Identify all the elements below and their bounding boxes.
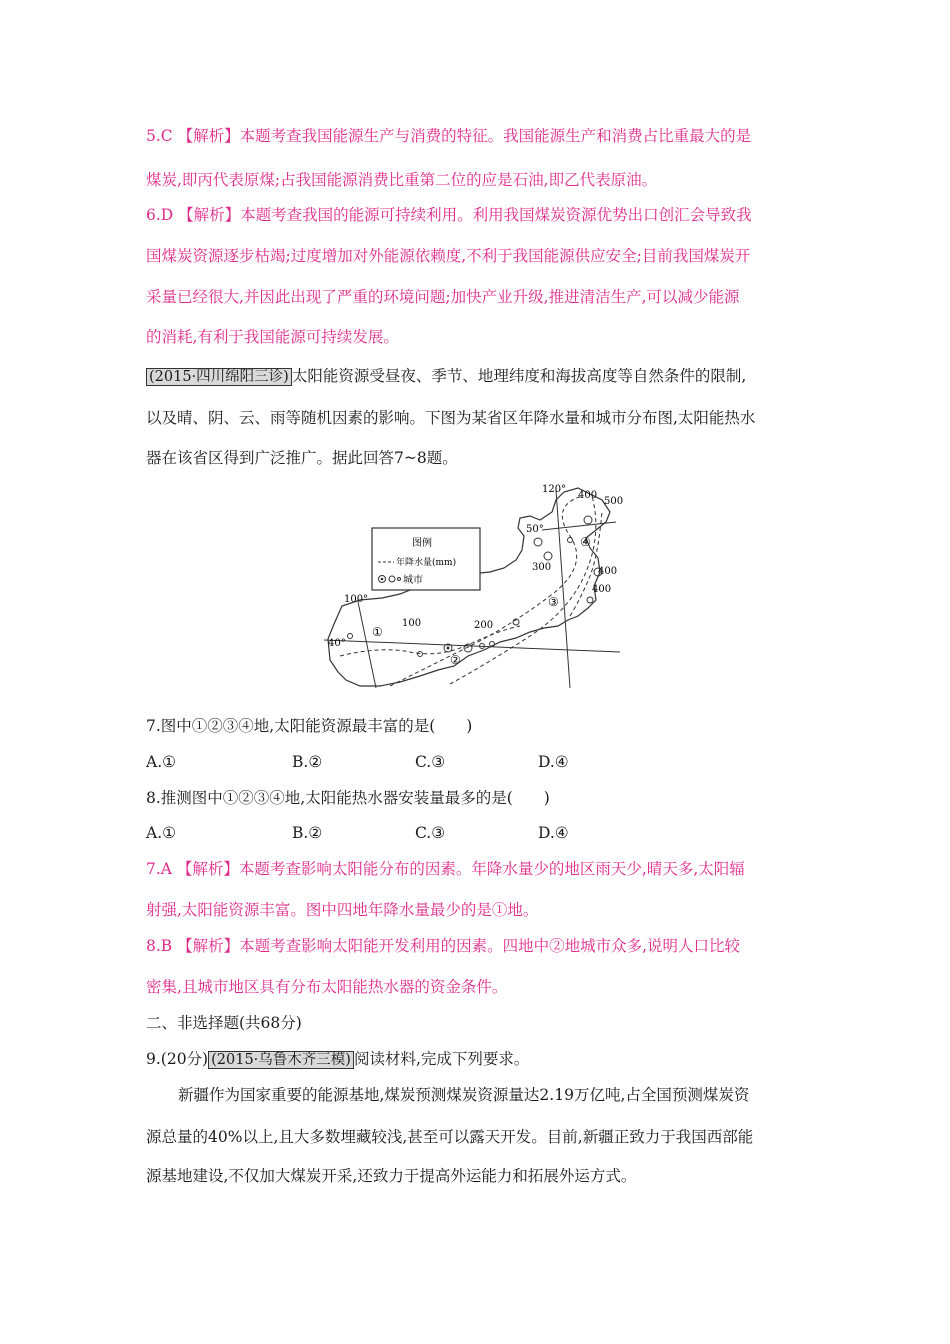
city-marker [584, 516, 592, 524]
isohyet-200-300 [390, 496, 582, 686]
answer-5-line-1: 5.C 【解析】本题考查我国能源生产与消费的特征。我国能源生产和消费占比重最大的是 [146, 127, 752, 145]
legend-title: 图例 [412, 538, 432, 549]
stem-line-3: 器在该省区得到广泛推广。据此回答7~8题。 [146, 449, 458, 467]
stem-line-1 [146, 366, 746, 387]
q8-option-a[interactable]: A.① [146, 824, 177, 842]
meridian-100 [358, 602, 376, 688]
city-marker [534, 538, 542, 546]
q7-option-c[interactable]: C.③ [415, 753, 446, 771]
q8-option-c[interactable]: C.③ [415, 824, 446, 842]
source-tag: (2015·四川绵阳三诊) [146, 368, 292, 386]
iso-label: 400 [592, 584, 612, 595]
region-label: ④ [580, 535, 591, 549]
q7-option-d[interactable]: D.④ [538, 753, 569, 771]
iso-label: 500 [604, 496, 624, 507]
city-marker [587, 597, 593, 603]
rainfall-city-map [320, 476, 630, 688]
q9-text: 阅读材料,完成下列要求。 [353, 1050, 530, 1068]
region-label: ③ [548, 595, 559, 609]
material-line-1: 新疆作为国家重要的能源基地,煤炭预测煤炭资源量达2.19万亿吨,占全国预测煤炭资 [178, 1086, 750, 1104]
answer-5-line-2: 煤炭,即丙代表原煤;占我国能源消费比重第二位的应是石油,即乙代表原油。 [146, 171, 658, 189]
region-label: ① [372, 625, 383, 639]
iso-label: 400 [598, 566, 618, 577]
label-50: 50° [526, 524, 544, 535]
section-heading: 二、非选择题(共68分) [146, 1014, 302, 1032]
material-line-2: 源总量的40%以上,且大多数埋藏较浅,甚至可以露天开发。目前,新疆正致力于我国西部能 [146, 1128, 754, 1146]
iso-label: 200 [474, 620, 494, 631]
stem-text-1: 太阳能资源受昼夜、季节、地理纬度和海拔高度等自然条件的限制, [291, 367, 747, 385]
answer-8-line-1: 8.B 【解析】本题考查影响太阳能开发利用的因素。四地中②地城市众多,说明人口比较 [146, 937, 741, 955]
q8-option-b[interactable]: B.② [292, 824, 323, 842]
iso-label: 400 [578, 490, 598, 501]
label-40: 40° [328, 638, 346, 649]
answer-7-line-1: 7.A 【解析】本题考查影响太阳能分布的因素。年降水量少的地区雨天少,晴天多,太阳辐 [146, 860, 745, 878]
city-marker [348, 634, 353, 639]
isohyet-500 [570, 512, 602, 616]
answer-6-line-4: 的消耗,有利于我国能源可持续发展。 [146, 328, 399, 346]
label-100: 100° [344, 594, 369, 605]
q7-option-b[interactable]: B.② [292, 753, 323, 771]
q8-question: 8.推测图中①②③④地,太阳能热水器安装量最多的是( ) [146, 789, 550, 807]
parallel-50 [542, 522, 616, 530]
q9-line [146, 1049, 529, 1070]
meridian-120 [556, 490, 570, 688]
answer-8-line-2: 密集,且城市地区具有分布太阳能热水器的资金条件。 [146, 978, 508, 996]
answer-6-line-1: 6.D 【解析】本题考查我国的能源可持续利用。利用我国煤炭资源优势出口创汇会导致我 [146, 206, 752, 224]
q7-question: 7.图中①②③④地,太阳能资源最丰富的是( ) [146, 717, 473, 735]
city-marker [568, 538, 573, 543]
material-line-3: 源基地建设,不仅加大煤炭开采,还致力于提高外运能力和拓展外运方式。 [146, 1167, 637, 1185]
q8-option-d[interactable]: D.④ [538, 824, 569, 842]
answer-7-line-2: 射强,太阳能资源丰富。图中四地年降水量最少的是①地。 [146, 901, 539, 919]
answer-6-line-3: 采量已经很大,并因此出现了严重的环境问题;加快产业升级,推进清洁生产,可以减少能源 [146, 288, 740, 306]
city-marker [544, 552, 552, 560]
iso-label: 300 [532, 562, 552, 573]
iso-label: 100 [402, 618, 422, 629]
legend-rain-label: 年降水量(mm) [396, 558, 457, 568]
city-marker [418, 652, 423, 657]
region-label: ② [450, 653, 461, 667]
answer-6-line-2: 国煤炭资源逐步枯竭;过度增加对外能源依赖度,不利于我国能源供应安全;目前我国煤炭开 [146, 247, 751, 265]
stem-line-2: 以及晴、阴、云、雨等随机因素的影响。下图为某省区年降水量和城市分布图,太阳能热水 [146, 409, 756, 427]
capital-marker [447, 647, 450, 650]
label-120: 120° [542, 484, 567, 495]
q7-option-a[interactable]: A.① [146, 753, 177, 771]
q9-source-tag: (2015·乌鲁木齐三模) [208, 1051, 354, 1069]
q9-prefix: 9.(20分) [146, 1050, 209, 1068]
legend-city-label: 城市 [403, 575, 423, 586]
